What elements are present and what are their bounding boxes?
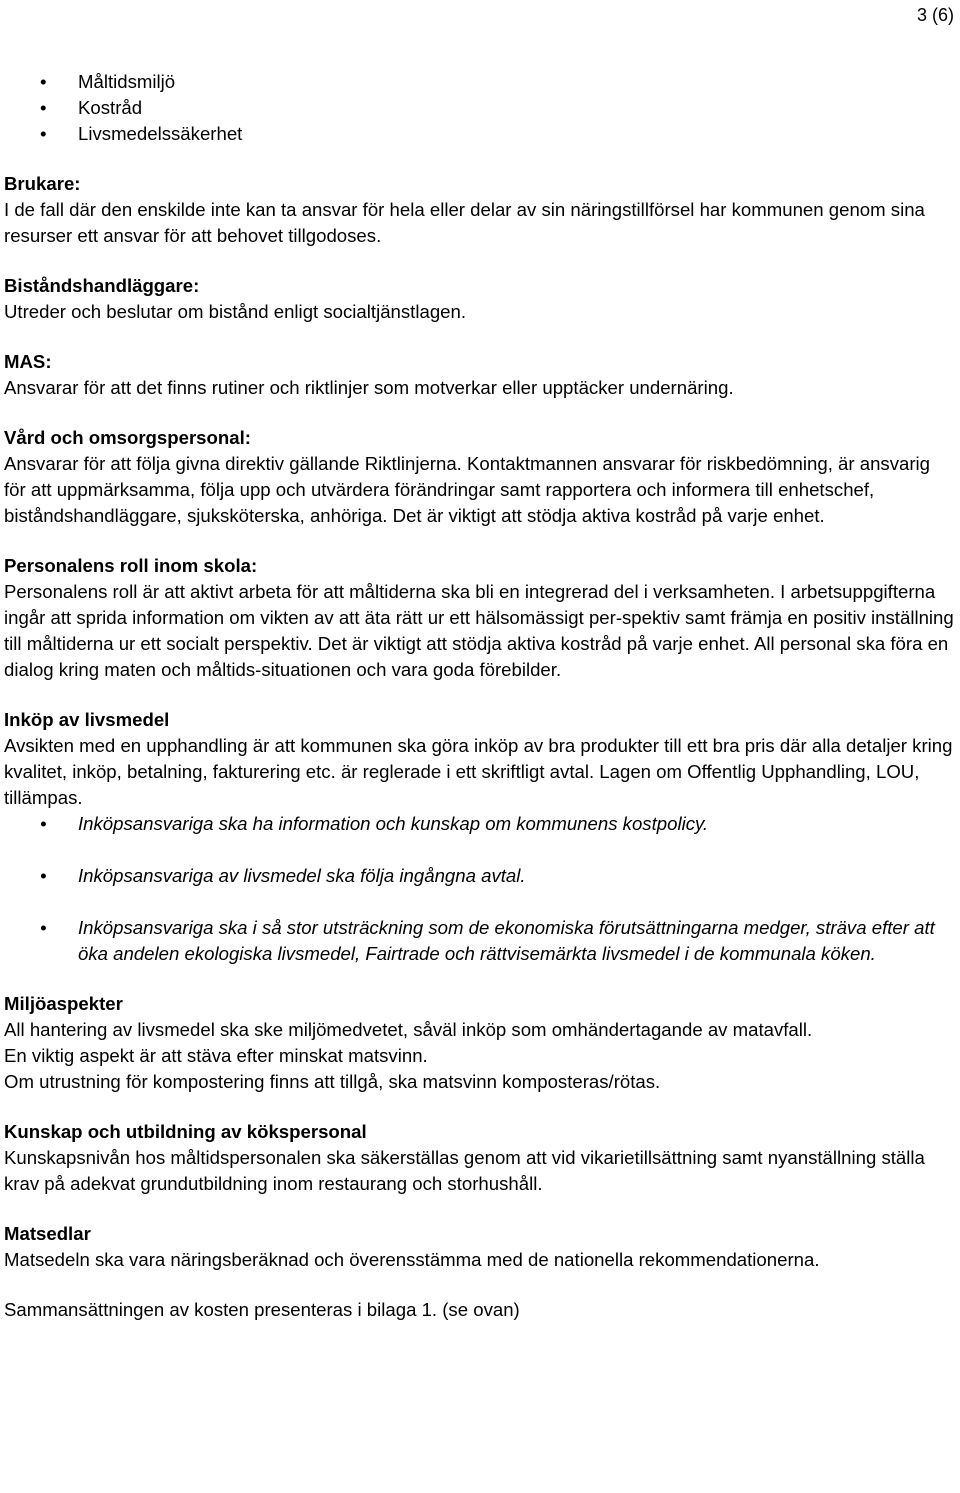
- section-miljoaspekter: [4, 991, 954, 1095]
- section-heading: Kunskap och utbildning av kökspersonal: [4, 1121, 367, 1142]
- section-bistandshandlaggare: [4, 273, 954, 325]
- list-item: • Inköpsansvariga av livsmedel ska följa ingångna avtal.: [4, 863, 954, 889]
- section-heading: Vård och omsorgspersonal:: [4, 427, 251, 448]
- section-text: Ansvarar för att följa givna direktiv gällande Riktlinjerna. Kontaktmannen ansvarar för riskbedömning, är ansvarig för att uppmärksamma, följa upp och utvärdera förändringar samt rapportera och informera till enhetschef, biståndshandläggare, sjuksköterska, anhöriga. Det är viktigt att stödja aktiva kostråd på varje enhet.: [4, 453, 931, 526]
- section-mas: [4, 349, 954, 401]
- bullet-icon: •: [40, 917, 47, 938]
- section-heading: Miljöaspekter: [4, 993, 123, 1014]
- section-text: Avsikten med en upphandling är att kommunen ska göra inköp av bra produkter till ett bra pris där alla detaljer kring kvalitet, inköp, betalning, fakturering etc. är reglerade i ett skriftligt avtal. Lagen om Offentlig Upphandling, LOU, tillämpas.: [4, 735, 953, 808]
- section-text: En viktig aspekt är att stäva efter minskat matsvinn.: [4, 1045, 428, 1066]
- footer-text: Sammansättningen av kosten presenteras i bilaga 1. (se ovan): [4, 1299, 520, 1320]
- section-personal-skola: [4, 553, 954, 683]
- list-item: • Livsmedelssäkerhet: [4, 121, 954, 147]
- bullet-icon: •: [40, 865, 47, 886]
- section-text: Utreder och beslutar om bistånd enligt socialtjänstlagen.: [4, 301, 467, 322]
- bullet-icon: •: [40, 813, 47, 834]
- inkop-bullet-list: [4, 811, 954, 967]
- bullet-icon: •: [40, 97, 47, 118]
- section-vard-och-omsorg: [4, 425, 954, 529]
- section-text: Matsedeln ska vara näringsberäknad och överensstämma med de nationella rekommendationerna.: [4, 1249, 820, 1270]
- section-text: Personalens roll är att aktivt arbeta för att måltiderna ska bli en integrerad del i verksamheten. I arbetsuppgifterna ingår att sprida information om vikten av att äta rätt ur ett hälsomässigt per-spektiv samt främja en positiv inställning till måltiderna ur ett socialt perspektiv. Det är viktigt att stödja aktiva kostråd på varje enhet. All personal ska föra en dialog kring maten och måltids-situationen och vara goda förebilder.: [4, 581, 954, 680]
- list-item: • Kostråd: [4, 95, 954, 121]
- section-heading: Inköp av livsmedel: [4, 709, 170, 730]
- list-item: • Måltidsmiljö: [4, 69, 954, 95]
- section-text: All hantering av livsmedel ska ske miljömedvetet, såväl inköp som omhändertagande av matavfall.: [4, 1019, 813, 1040]
- section-inkop: [4, 707, 954, 967]
- page-number: 3 (6): [916, 5, 954, 25]
- section-footer: [4, 1297, 954, 1323]
- list-item: • Inköpsansvariga ska i så stor utsträckning som de ekonomiska förutsättningarna medger, sträva efter att öka andelen ekologiska livsmedel, Fairtrade och rättvisemärkta livsmedel i de kommunala köken.: [40, 917, 935, 964]
- section-text: Om utrustning för kompostering finns att tillgå, ska matsvinn komposteras/rötas.: [4, 1071, 661, 1092]
- section-heading: Matsedlar: [4, 1223, 91, 1244]
- bullet-icon: •: [40, 123, 47, 144]
- document-body: [4, 69, 954, 1323]
- top-bullet-list: [4, 69, 954, 147]
- section-heading: Brukare:: [4, 173, 81, 194]
- section-heading: Biståndshandläggare:: [4, 275, 200, 296]
- section-text: Ansvarar för att det finns rutiner och riktlinjer som motverkar eller upptäcker undernäring.: [4, 377, 734, 398]
- list-item: • Inköpsansvariga ska ha information och kunskap om kommunens kostpolicy.: [4, 811, 954, 837]
- section-text: I de fall där den enskilde inte kan ta ansvar för hela eller delar av sin näringstillförsel har kommunen genom sina resurser ett ansvar för att behovet tillgodoses.: [4, 199, 925, 246]
- section-brukare: [4, 171, 954, 249]
- section-heading: MAS:: [4, 351, 52, 372]
- bullet-icon: •: [40, 71, 47, 92]
- section-text: Kunskapsnivån hos måltidspersonalen ska säkerställas genom att vid vikarietillsättning samt nyanställning ställa krav på adekvat grundutbildning inom restaurang och storhushåll.: [4, 1147, 925, 1194]
- section-kunskap: [4, 1119, 954, 1197]
- section-matsedlar: [4, 1221, 954, 1273]
- section-heading: Personalens roll inom skola:: [4, 555, 258, 576]
